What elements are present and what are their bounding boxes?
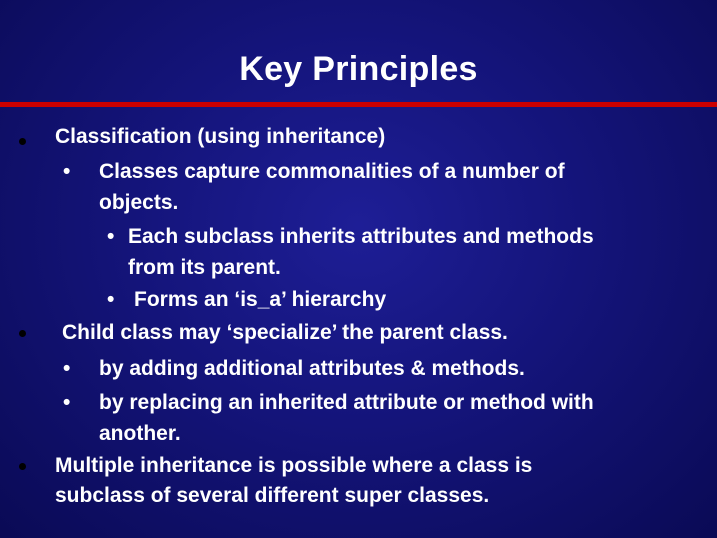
sub-bullet-text-another: another. <box>99 422 181 445</box>
bullet-dot-3 <box>19 463 26 470</box>
sub-bullet-text-objects: objects. <box>99 191 179 214</box>
sub-bullet-marker: • <box>63 391 71 414</box>
sub-bullet-marker: • <box>63 357 71 380</box>
sub-sub-bullet-text-parent: from its parent. <box>128 256 281 279</box>
bullet-text-multiple-inheritance: Multiple inheritance is possible where a class is <box>55 454 533 477</box>
sub-bullet-text-commonalities: Classes capture commonalities of a number of <box>99 160 565 183</box>
sub-sub-bullet-marker: • <box>107 288 115 311</box>
sub-bullet-marker: • <box>63 160 71 183</box>
bullet-text-super-classes: subclass of several different super classes. <box>55 484 490 507</box>
sub-sub-bullet-text-hierarchy: Forms an ‘is_a’ hierarchy <box>134 288 387 311</box>
bullet-text-specialize: Child class may ‘specialize’ the parent class. <box>62 321 508 344</box>
sub-bullet-text-replacing: by replacing an inherited attribute or method with <box>99 391 594 414</box>
sub-sub-bullet-marker: • <box>107 225 115 248</box>
sub-sub-bullet-text-inherits: Each subclass inherits attributes and methods <box>128 225 594 248</box>
slide-title: Key Principles <box>239 50 478 88</box>
sub-bullet-text-adding: by adding additional attributes & methods. <box>99 357 525 380</box>
bullet-text-classification: Classification (using inheritance) <box>55 125 386 148</box>
bullet-dot-1 <box>19 138 26 145</box>
bullet-dot-2 <box>19 330 26 337</box>
